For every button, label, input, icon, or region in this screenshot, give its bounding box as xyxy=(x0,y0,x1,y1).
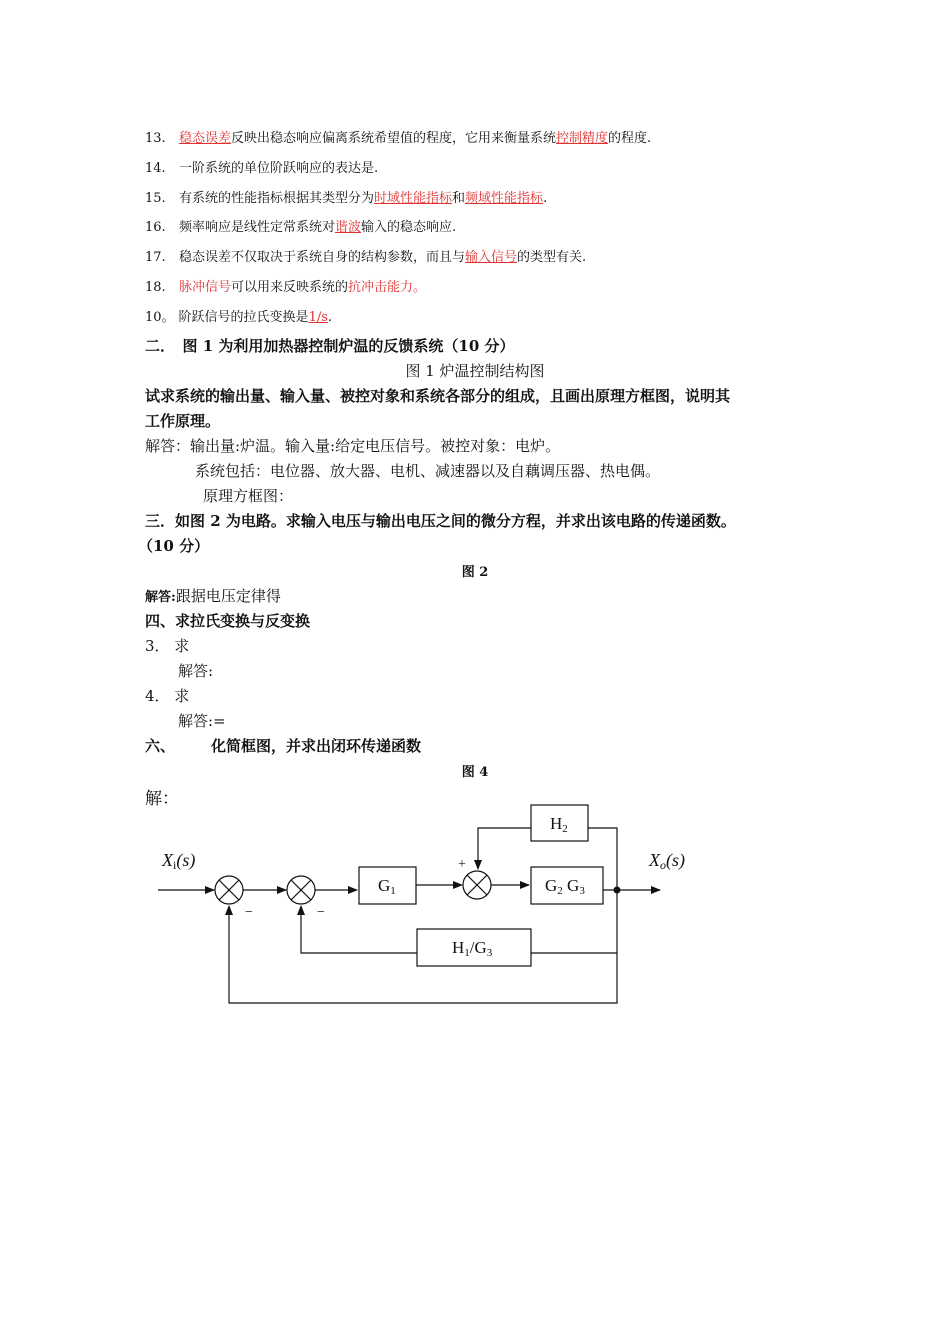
figure-2-caption: 图 2 xyxy=(461,565,489,580)
item-text: 。 xyxy=(413,280,427,295)
answer-blank: 频域性能指标 xyxy=(465,191,544,206)
figure-4-caption: 图 4 xyxy=(461,765,489,780)
summing-junction-2 xyxy=(287,876,315,904)
item-number: 17. xyxy=(145,250,166,265)
item-number: 14. xyxy=(145,161,166,176)
block-g2g3-label: G2 G3 xyxy=(545,876,585,897)
item-text: 稳态误差不仅取决于系统自身的结构参数，而且与 xyxy=(179,250,466,265)
answer-blank: 控制精度 xyxy=(556,131,609,146)
item-text: . xyxy=(543,191,548,206)
item-number: 13. xyxy=(145,131,166,146)
sign-plus: + xyxy=(458,857,466,872)
item-number: 18. xyxy=(145,280,166,295)
section-3-heading-line2: （10 分） xyxy=(138,537,210,555)
item-text: 一阶系统的单位阶跃响应的表达是. xyxy=(179,161,379,176)
takeoff-point xyxy=(614,887,621,894)
answer-blank: 稳态误差 xyxy=(179,131,232,146)
answer-blank: 脉冲信号 xyxy=(179,280,232,295)
section-4-heading: 四、求拉氏变换与反变换 xyxy=(145,612,311,630)
h2-feedback-left xyxy=(478,828,531,869)
block-h1g3-label: H1/G3 xyxy=(452,938,493,959)
answer-blank: 1/s xyxy=(308,310,328,325)
h1g3-feedback-right xyxy=(531,890,617,953)
section-6-answer-label: 解： xyxy=(145,789,179,809)
answer-4: 解答:= xyxy=(178,712,226,730)
item-text: 的类型有关. xyxy=(517,250,587,265)
sign-minus-2: − xyxy=(317,905,325,920)
input-label: Xi(s) xyxy=(162,850,196,872)
answer-label: 解答: xyxy=(145,590,176,605)
item-text: . xyxy=(327,310,333,325)
answer-blank: 谐波 xyxy=(335,220,362,235)
section-number: 六、 xyxy=(145,737,176,755)
section-3-heading-line1: 三．如图 2 为电路。求输入电压与输出电压之间的微分方程，并求出该电路的传递函数。 xyxy=(145,512,736,530)
block-h2-label: H2 xyxy=(550,814,568,835)
summing-junction-1 xyxy=(215,876,243,904)
item-text: 和 xyxy=(452,191,466,206)
item-text: 频率响应是线性定常系统对 xyxy=(179,220,336,235)
answer-3: 解答: xyxy=(178,662,214,680)
item-text: 可以用来反映系统的 xyxy=(231,280,349,295)
answer-text: 跟据电压定律得 xyxy=(175,587,281,605)
question-3: 3． 求 xyxy=(145,637,190,655)
question-4: 4． 求 xyxy=(145,687,190,705)
answer-blank: 时域性能指标 xyxy=(374,191,453,206)
figure-1-caption: 图 1 炉温控制结构图 xyxy=(405,362,545,380)
section-2-question-line2: 工作原理。 xyxy=(145,412,221,430)
section-2-answer-line3: 原理方框图： xyxy=(203,487,294,505)
item-text: 输入的稳态响应. xyxy=(361,220,457,235)
section-2-answer-line2: 系统包括：电位器、放大器、电机、减速器以及自藕调压器、热电偶。 xyxy=(195,462,661,480)
section-2-answer-line1: 解答：输出量:炉温。输入量:给定电压信号。被控对象：电炉。 xyxy=(145,437,561,455)
item-text: 阶跃信号的拉氏变换是 xyxy=(178,310,309,325)
item-text: 有系统的性能指标根据其类型分为 xyxy=(179,191,375,206)
item-number: 15. xyxy=(145,191,166,206)
unity-feedback xyxy=(229,906,617,1003)
output-label: Xo(s) xyxy=(649,850,685,872)
section-title: 化简框图，并求出闭环传递函数 xyxy=(211,737,422,755)
section-2-question-line1: 试求系统的输出量、输入量、被控对象和系统各部分的组成，且画出原理方框图，说明其 xyxy=(145,387,731,405)
answer-blank: 输入信号 xyxy=(465,250,518,265)
summing-junction-3 xyxy=(463,871,491,899)
item-number: 16. xyxy=(145,220,166,235)
item-text: 的程度. xyxy=(608,131,652,146)
sign-minus-1: − xyxy=(245,905,253,920)
answer-blank: 抗冲击能力 xyxy=(348,280,414,295)
section-2-heading: 二． 图 1 为利用加热器控制炉温的反馈系统（10 分） xyxy=(145,337,515,355)
block-g1-label: G1 xyxy=(378,876,396,897)
item-number: 10。 xyxy=(145,310,175,325)
item-text: 反映出稳态响应偏离系统希望值的程度，它用来衡量系统 xyxy=(231,131,557,146)
